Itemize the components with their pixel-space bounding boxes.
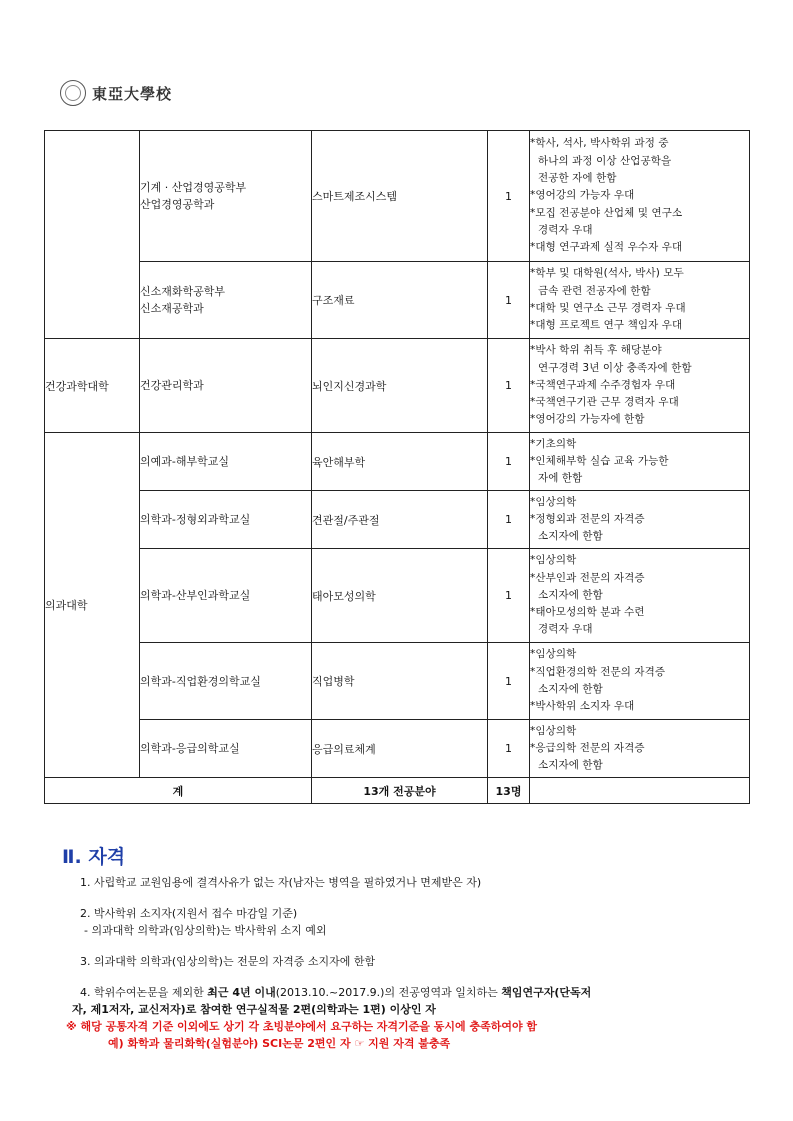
list-item	[80, 984, 760, 1001]
field-cell: 응급의료체계	[312, 720, 488, 778]
qual-line: *영어강의 가능자 우대	[530, 189, 635, 202]
table-row	[45, 262, 750, 339]
table-row	[45, 491, 750, 549]
note-line: ※ 해당 공통자격 기준 이외에도 상기 각 초빙분야에서 요구하는 자격기준을 동시에 충족하여야 함	[66, 1020, 538, 1033]
dept-cell	[140, 643, 312, 720]
count-cell: 1	[488, 643, 530, 720]
qualification-list	[66, 874, 760, 1052]
recruitment-table	[44, 130, 750, 804]
university-logo	[60, 78, 172, 108]
dept-cell	[140, 262, 312, 339]
total-count: 13명	[488, 778, 530, 804]
dept-line: 기계 · 산업경영공학부	[140, 181, 247, 194]
dept-line: 의학과-응급의학교실	[140, 742, 240, 755]
college-cell: 의과대학	[45, 433, 140, 778]
qual-line: *영어강의 가능자에 한함	[530, 413, 645, 426]
qual-line: *태아모성의학 분과 수련	[530, 606, 645, 619]
dept-line: 의학과-직업환경의학교실	[140, 674, 261, 688]
field-cell: 스마트제조시스템	[312, 131, 488, 262]
dept-line: 신소재공학과	[140, 302, 204, 315]
dept-cell	[140, 549, 312, 643]
dept-line: 산업경영공학과	[140, 198, 215, 211]
qualification-cell	[530, 433, 750, 491]
list-item: 2. 박사학위 소지자(지원서 접수 마감일 기준)	[80, 907, 298, 920]
qual-line: *학부 및 대학원(석사, 박사) 모두	[530, 267, 684, 280]
qualification-cell	[530, 643, 750, 720]
qual-line: *학사, 석사, 박사학위 과정 중	[530, 137, 669, 150]
total-label: 계	[45, 778, 312, 804]
qual-line: 소지자에 한함	[538, 759, 603, 772]
dept-cell	[140, 131, 312, 262]
qual-line: 금속 관련 전공자에 한함	[538, 284, 651, 297]
list-item: 1. 사립학교 교원임용에 결격사유가 없는 자(남자는 병역을 필하였거나 면제받은 자)	[80, 876, 482, 889]
qual-line: 하나의 과정 이상 산업공학을	[538, 154, 672, 167]
qual-line: 경력자 우대	[538, 223, 593, 236]
qual-line: *직업환경의학 전문의 자격증	[530, 665, 666, 678]
qual-line: *모집 전공분야 산업체 및 연구소	[530, 206, 683, 219]
field-cell: 뇌인지신경과학	[312, 339, 488, 433]
qual-line: *국책연구기관 근무 경력자 우대	[530, 396, 679, 409]
field-cell: 직업병학	[312, 643, 488, 720]
item4-emphasis: 최근 4년 이내	[207, 986, 276, 999]
total-row	[45, 778, 750, 804]
field-cell: 육안해부학	[312, 433, 488, 491]
qualification-cell	[530, 339, 750, 433]
qual-line: 전공한 자에 한함	[538, 172, 617, 185]
qual-line: *인체해부학 실습 교육 가능한	[530, 454, 669, 467]
item4-emphasis: 책임연구자(단독저	[501, 986, 592, 999]
qual-line: 자에 한함	[538, 472, 583, 485]
qual-line: *박사 학위 취득 후 해당분야	[530, 344, 662, 357]
qualification-cell	[530, 549, 750, 643]
count-cell: 1	[488, 720, 530, 778]
college-cell	[45, 131, 140, 339]
dept-line: 신소재화학공학부	[140, 285, 226, 298]
dept-cell	[140, 491, 312, 549]
qual-line: *박사학위 소지자 우대	[530, 700, 635, 713]
qualification-cell	[530, 131, 750, 262]
table-row	[45, 720, 750, 778]
count-cell: 1	[488, 131, 530, 262]
dept-cell	[140, 339, 312, 433]
college-cell: 건강과학대학	[45, 339, 140, 433]
university-seal-icon	[60, 80, 86, 106]
total-empty	[530, 778, 750, 804]
qual-line: 소지자에 한함	[538, 530, 603, 543]
dept-line: 의예과-해부학교실	[140, 455, 229, 468]
count-cell: 1	[488, 433, 530, 491]
list-item-continued: 자, 제1저자, 교신저자)로 참여한 연구실적물 2편(의학과는 1편) 이상인 자	[72, 1003, 436, 1016]
qualification-cell	[530, 491, 750, 549]
qualification-cell	[530, 720, 750, 778]
dept-cell	[140, 720, 312, 778]
count-cell: 1	[488, 491, 530, 549]
qual-line: *정형외과 전문의 자격증	[530, 512, 645, 525]
table-row	[45, 131, 750, 262]
qual-line: *임상의학	[530, 648, 577, 661]
qual-line: *대형 프로젝트 연구 책임자 우대	[530, 319, 683, 332]
count-cell: 1	[488, 549, 530, 643]
qual-line: *대학 및 연구소 근무 경력자 우대	[530, 302, 686, 314]
list-item: 3. 의과대학 의학과(임상의학)는 전문의 자격증 소지자에 한함	[80, 955, 376, 968]
table-row	[45, 643, 750, 720]
count-cell: 1	[488, 339, 530, 433]
logo-text: 東亞大學校	[92, 84, 173, 103]
field-cell: 구조재료	[312, 262, 488, 339]
qual-line: *임상의학	[530, 554, 577, 567]
qual-line: 소지자에 한함	[538, 588, 603, 601]
qual-line: 소지자에 한함	[538, 683, 603, 695]
qual-line: 경력자 우대	[538, 623, 593, 636]
section-title: Ⅱ. 자격	[62, 846, 126, 868]
qual-line: *임상의학	[530, 724, 577, 737]
field-cell: 견관절/주관절	[312, 491, 488, 549]
qualification-cell	[530, 262, 750, 339]
dept-line: 의학과-정형외과학교실	[140, 513, 251, 526]
qual-line: *산부인과 전문의 자격증	[530, 571, 645, 584]
qual-line: *응급의학 전문의 자격증	[530, 741, 645, 754]
field-cell: 태아모성의학	[312, 549, 488, 643]
qual-line: *임상의학	[530, 495, 577, 508]
qual-line: *국책연구과제 수주경험자 우대	[530, 378, 676, 391]
count-cell: 1	[488, 262, 530, 339]
item4-part: (2013.10.~2017.9.)의 전공영역과 일치하는	[275, 986, 502, 999]
dept-cell	[140, 433, 312, 491]
qual-line: *기초의학	[530, 437, 577, 450]
list-item-sub: - 의과대학 의학과(임상의학)는 박사학위 소지 예외	[84, 924, 327, 937]
dept-line: 의학과-산부인과학교실	[140, 589, 251, 602]
qual-line: 연구경력 3년 이상 충족자에 한함	[538, 361, 692, 374]
table-row	[45, 433, 750, 491]
item4-part: 4. 학위수여논문을 제외한	[80, 986, 208, 999]
table-row	[45, 549, 750, 643]
total-fields: 13개 전공분야	[312, 778, 488, 804]
dept-line: 건강관리학과	[140, 379, 204, 392]
note-example: 예) 화학과 물리화학(실험분야) SCI논문 2편인 자 ☞ 지원 자격 불충족	[108, 1037, 451, 1050]
qual-line: *대형 연구과제 실적 우수자 우대	[530, 241, 683, 254]
table-row	[45, 339, 750, 433]
